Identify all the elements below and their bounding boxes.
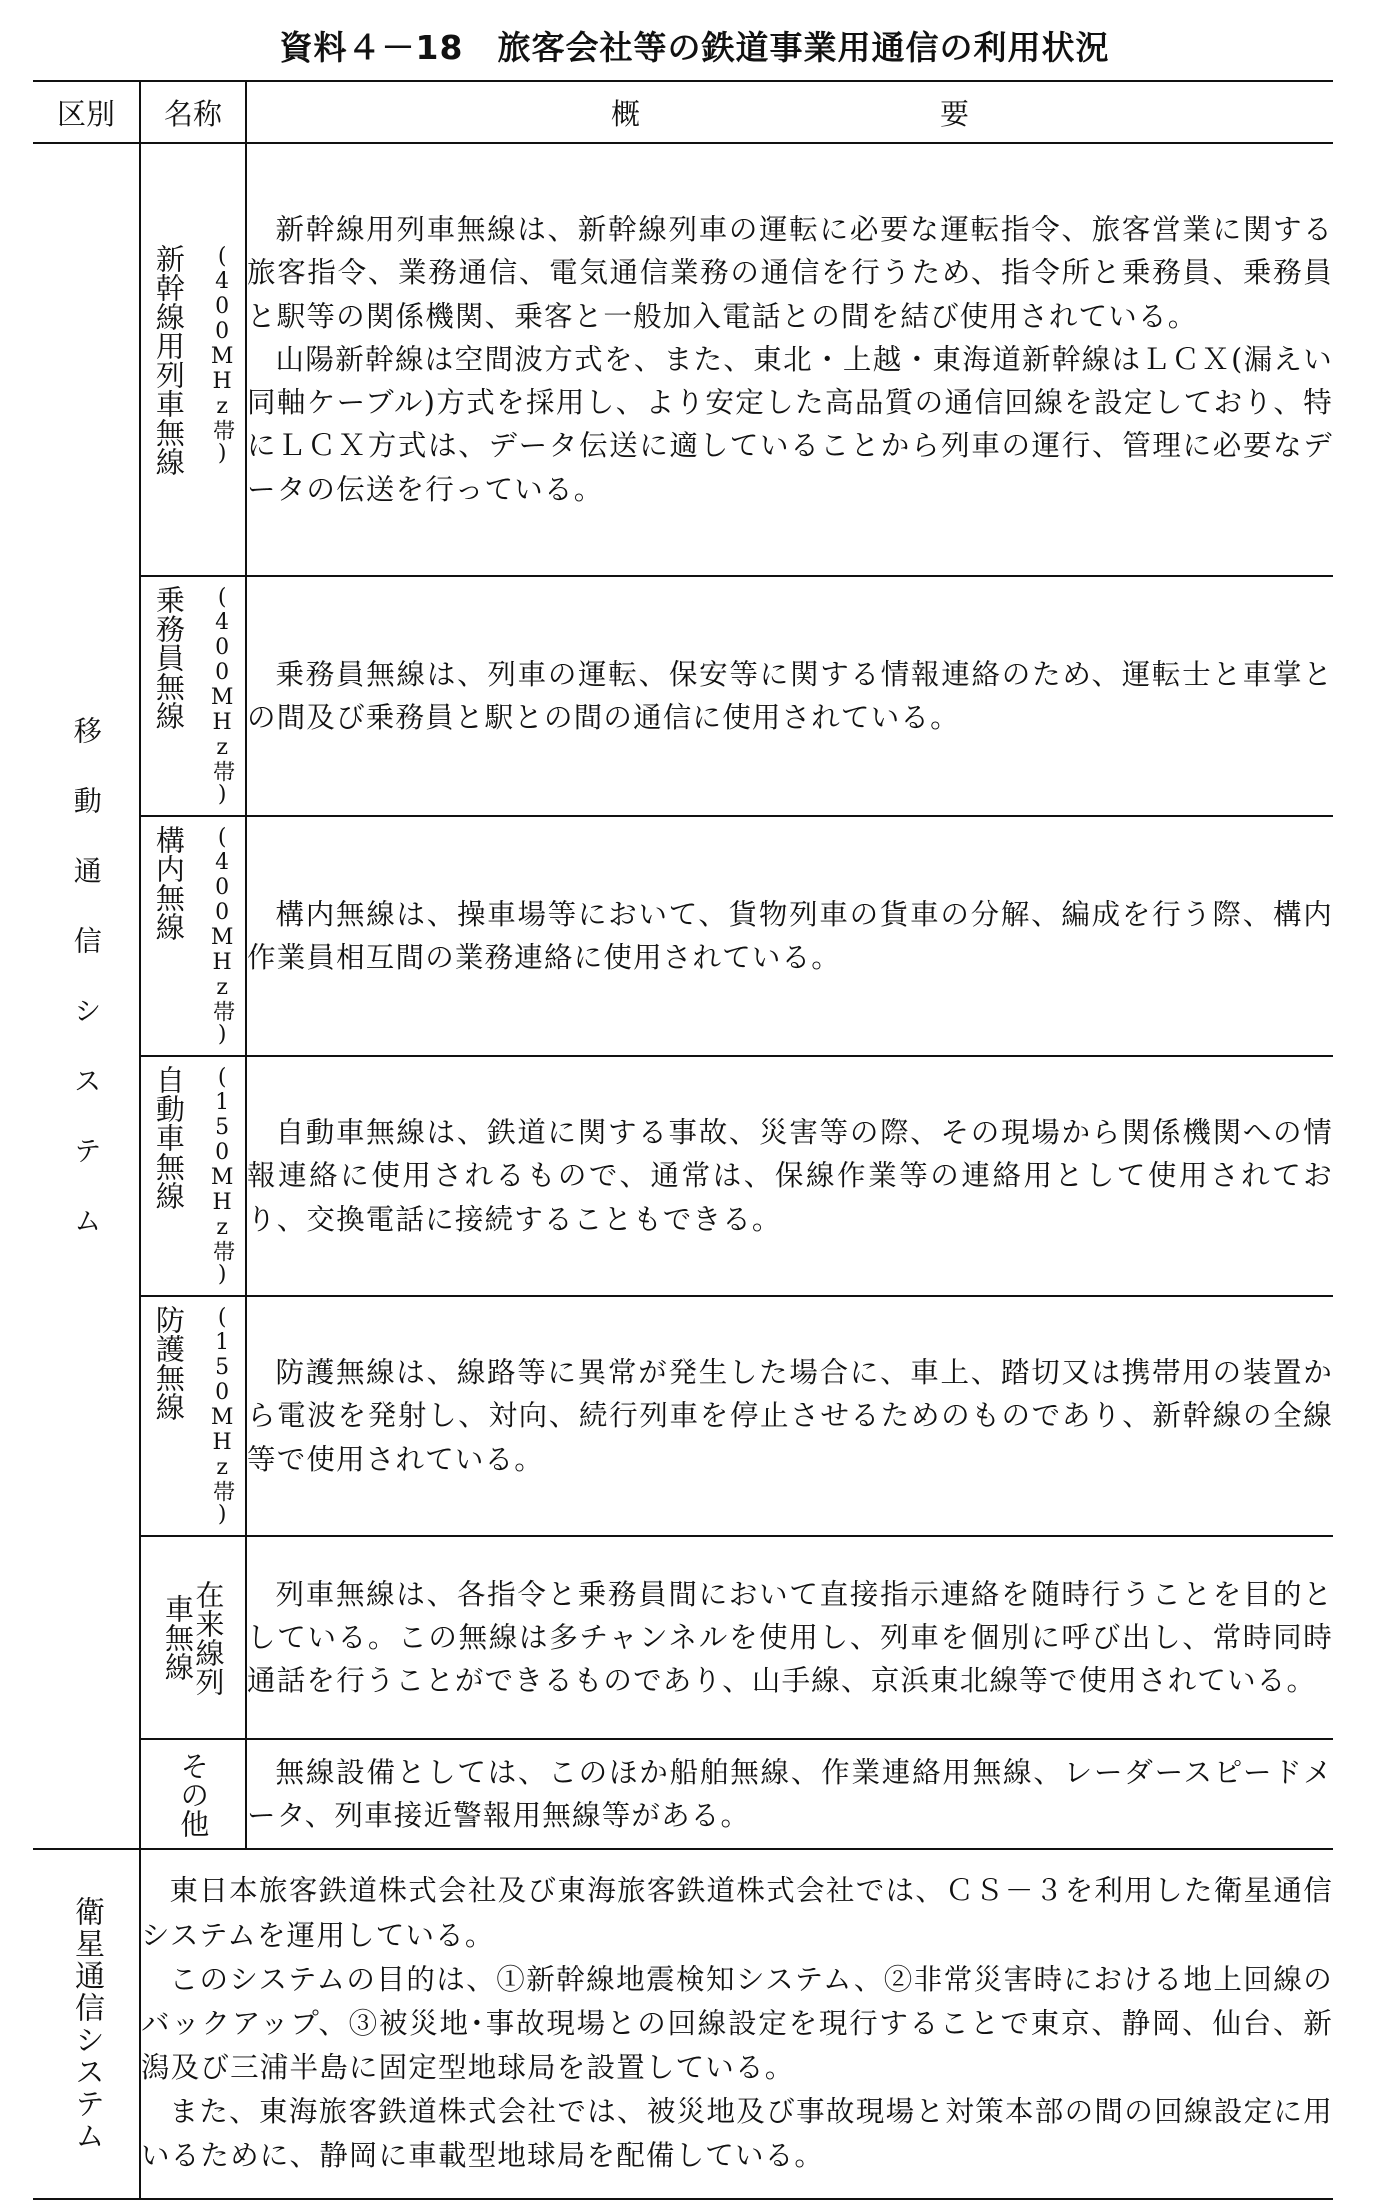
name-cell [140, 1296, 246, 1536]
satellite-description [140, 1849, 1333, 2199]
kubetsu-mobile [33, 143, 140, 1849]
table-row-satellite [33, 1849, 1333, 2199]
table-row [33, 143, 1333, 576]
system-name: その他 [176, 1750, 211, 1838]
usage-table [33, 80, 1333, 2200]
kubetsu-mobile-label: 移動通信システム [69, 716, 103, 1276]
description-cell [246, 1056, 1333, 1296]
header-meisho: 名称 [140, 81, 246, 143]
name-cell [140, 1056, 246, 1296]
description-paragraph: 無線設備としては、このほか船舶無線、作業連絡用無線、レーダースピードメータ、列車接近警報用無線等がある。 [247, 1755, 1333, 1832]
system-name: 在来線列車無線 [161, 1579, 226, 1696]
description-cell [246, 1296, 1333, 1536]
name-cell [140, 576, 246, 816]
description-paragraph: また、東海旅客鉄道株式会社では、被災地及び事故現場と対策本部の間の回線設定に用いるために、静岡に車載型地球局を配備している。 [141, 2095, 1333, 2173]
header-gaiyo [246, 81, 1333, 143]
band-label: (400MHz帯) [209, 585, 235, 807]
name-cell [140, 816, 246, 1056]
name-cell [140, 1739, 246, 1849]
page-title: 資料４－18 旅客会社等の鉄道事業用通信の利用状況 [279, 28, 1110, 67]
description-paragraph: 防護無線は、線路等に異常が発生した場合に、車上、踏切又は携帯用の装置から電波を発射し、対向、続行列車を停止させるためのものであり、新幹線の全線等で使用されている。 [247, 1356, 1333, 1476]
header-row [33, 81, 1333, 143]
band-label: (150MHz帯) [209, 1065, 235, 1287]
system-name: 新幹線用列車無線 [151, 243, 186, 476]
description-paragraph: 構内無線は、操車場等において、貨物列車の貨車の分解、編成を行う際、構内作業員相互間の業務連絡に使用されている。 [247, 897, 1333, 974]
system-name: 構内無線 [151, 825, 186, 941]
description-paragraph: 東日本旅客鉄道株式会社及び東海旅客鉄道株式会社では、ＣＳ－３を利用した衛星通信システムを運用している。 [141, 1874, 1333, 1952]
description-paragraph: 新幹線用列車無線は、新幹線列車の運転に必要な運転指令、旅客営業に関する旅客指令、業務通信、電気通信業務の通信を行うため、指令所と乗務員、乗務員と駅等の関係機関、乗客と一般加入電話との間を結び使用されている。 [247, 212, 1333, 333]
band-label: (150MHz帯) [209, 1305, 235, 1527]
header-gaiyo-2: 要 [940, 96, 970, 131]
name-cell [140, 1536, 246, 1739]
table-row [33, 576, 1333, 816]
system-name: 防護無線 [151, 1305, 186, 1421]
kubetsu-satellite-label: 衛星通信システム [69, 1896, 104, 2152]
name-cell [140, 143, 246, 576]
band-label: (400MHz帯) [209, 825, 235, 1047]
system-name: 乗務員無線 [151, 585, 186, 730]
description-cell [246, 816, 1333, 1056]
description-cell [246, 1536, 1333, 1739]
table-row [33, 1056, 1333, 1296]
description-cell [246, 576, 1333, 816]
table-row [33, 1739, 1333, 1849]
description-cell [246, 1739, 1333, 1849]
description-paragraph: このシステムの目的は、①新幹線地震検知システム、②非常災害時における地上回線のバックアップ、③被災地･事故現場との回線設定を現行することで東京、静岡、仙台、新潟及び三浦半島に固定型地球局を設置している。 [141, 1962, 1333, 2085]
kubetsu-satellite [33, 1849, 140, 2199]
table-row [33, 816, 1333, 1056]
system-name: 自動車無線 [151, 1065, 186, 1210]
table-row [33, 1536, 1333, 1739]
description-cell [246, 143, 1333, 576]
description-paragraph: 列車無線は、各指令と乗務員間において直接指示連絡を随時行うことを目的としている。この無線は多チャンネルを使用し、列車を個別に呼び出し、常時同時通話を行うことができるものであり、山手線、京浜東北線等で使用されている。 [247, 1577, 1333, 1698]
description-paragraph: 山陽新幹線は空間波方式を、また、東北・上越・東海道新幹線はＬＣＸ(漏えい同軸ケーブル)方式を採用し、より安定した高品質の通信回線を設定しており、特にＬＣＸ方式は、データ伝送に適していることから列車の運行、管理に必要なデータの伝送を行っている。 [247, 342, 1333, 506]
description-paragraph: 自動車無線は、鉄道に関する事故、災害等の際、その現場から関係機関への情報連絡に使用されるもので、通常は、保線作業等の連絡用として使用されており、交換電話に接続することもできる。 [247, 1116, 1333, 1236]
header-gaiyo-1: 概 [610, 96, 640, 131]
band-label: (400MHz帯) [209, 243, 235, 466]
table-row [33, 1296, 1333, 1536]
header-kubetsu: 区別 [33, 81, 140, 143]
description-paragraph: 乗務員無線は、列車の運転、保安等に関する情報連絡のため、運転士と車掌との間及び乗務員と駅との間の通信に使用されている。 [247, 657, 1333, 734]
